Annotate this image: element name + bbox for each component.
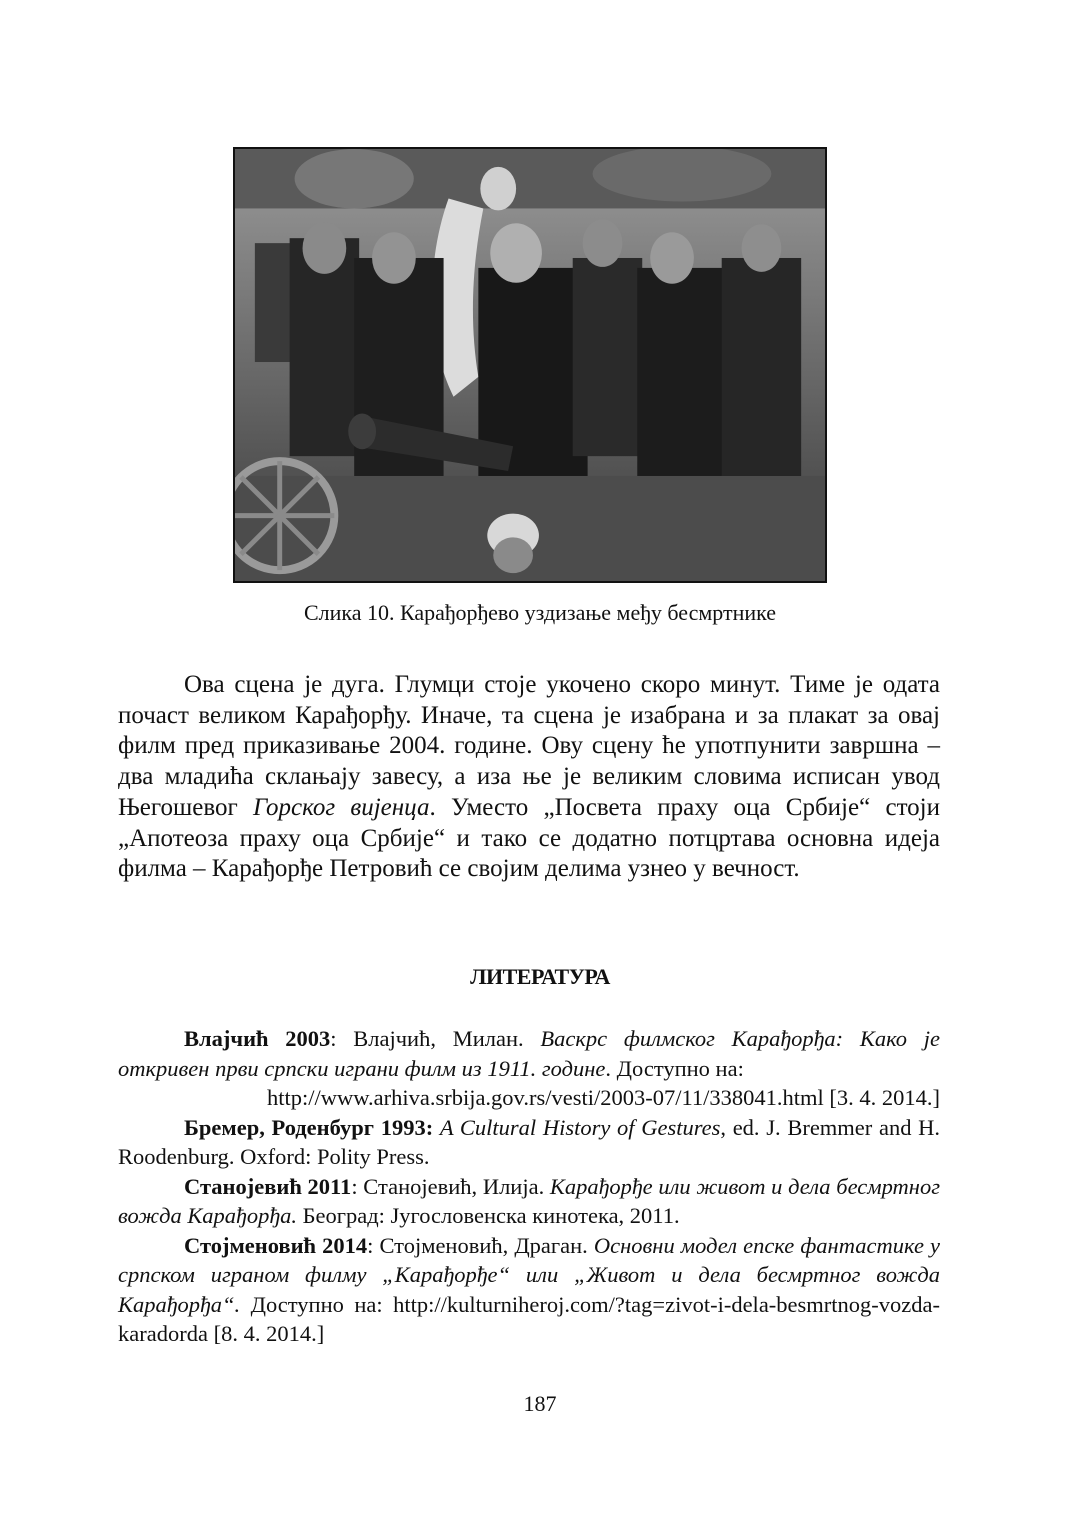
reference-author	[433, 1115, 440, 1140]
page-number: 187	[523, 1391, 557, 1416]
film-still-illustration	[235, 149, 825, 581]
reference-title: Васкрс филмског Карађорђа: Како је откривен први српски играни филм из 1911. године	[118, 1026, 940, 1081]
body-text	[118, 670, 940, 885]
reference-item	[118, 1113, 940, 1172]
reference-author: : Станојевић, Илија.	[351, 1173, 550, 1199]
reference-lead: Стојменовић 2014	[184, 1232, 368, 1258]
reference-author: : Влајчић, Милан.	[330, 1026, 541, 1051]
reference-rest: . Доступно на:	[605, 1055, 744, 1081]
paragraph-italic-title: Горског вијенца	[253, 793, 430, 821]
reference-rest: Доступно на: http://kulturniheroj.com/?tag=zivot-i-dela-besmrtnog-vozda-karadorda [8. 4. 2014.]	[118, 1291, 940, 1346]
film-still-photo	[233, 147, 827, 583]
body-paragraph	[118, 670, 940, 885]
reference-url: http://www.arhiva.srbija.gov.rs/vesti/2003-07/11/338041.html [3. 4. 2014.]	[266, 1085, 940, 1110]
references-list	[118, 1024, 940, 1349]
reference-title: A Cultural History of Gestures	[439, 1114, 721, 1140]
paragraph-part-1: Ова сцена је дуга. Глумци стоје укочено скоро минут. Тиме је одата почаст великом Карађорђу. Иначе, та сцена је изабрана и за плакат за овај филм пред приказивање 2004. године. Ову сцену ће употпунити завршна – два младића склањају завесу, а иза ње је великим словима исписан увод Његошевог	[118, 671, 940, 821]
references-heading: ЛИТЕРАТУРА	[470, 964, 610, 989]
reference-title: Основни модел епске фантастике у српском играном филму „Карађорђе“ или „Живот и дела бесмртног вожда Карађорђа“.	[118, 1232, 940, 1317]
reference-lead: Станојевић 2011	[184, 1173, 352, 1199]
reference-rest: , ed. J. Bremmer and H. Roodenburg. Oxford: Polity Press.	[118, 1114, 941, 1169]
reference-item	[118, 1231, 940, 1349]
paragraph-part-2: . Уместо „Посвета праху оца Србије“ стоји „Апотеоза праху оца Србије“ и тако се додатно потцртава основна идеја филма – Карађорђе Петровић се својим делима узнео у вечност.	[118, 793, 940, 883]
reference-lead: Бремер, Роденбург 1993:	[184, 1114, 434, 1140]
reference-lead: Влајчић 2003	[184, 1026, 331, 1051]
figure-caption: Слика 10. Карађорђево уздизање међу бесмртнике	[303, 600, 777, 625]
reference-title: Карађорђе или живот и дела бесмртног вожда Карађорђа.	[118, 1173, 940, 1228]
reference-author: : Стојменовић, Драган.	[367, 1232, 594, 1258]
reference-item	[118, 1024, 940, 1083]
reference-rest: Београд: Југословенска кинотека, 2011.	[296, 1203, 680, 1228]
reference-item	[118, 1172, 940, 1231]
